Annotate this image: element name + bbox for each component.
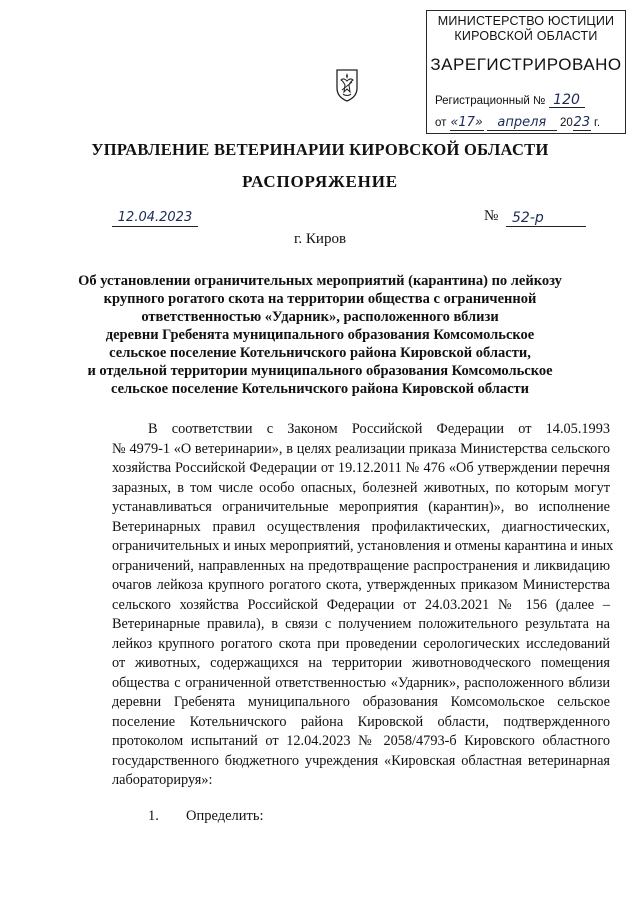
- stamp-ministry: [427, 14, 625, 44]
- body-line: устанавливаться ограничительные мероприятия (карантин)», во исполнение: [112, 499, 610, 515]
- body-line: ограничительных и иных мероприятий, установления и отмены карантина и иных: [112, 538, 614, 554]
- subject-line: сельское поселение Котельничского района Кировской области: [110, 381, 530, 397]
- subject-line: и отдельной территории муниципального образования Комсомольское: [87, 363, 553, 379]
- body-line: ограничений, направленных на предотвращение распространения и ликвидацию: [112, 557, 610, 574]
- document-number: 52-р: [506, 210, 586, 227]
- document-city: г. Киров: [293, 231, 347, 247]
- body-line: лейкоз крупного рогатого скота при проведении серологических исследований: [112, 635, 610, 652]
- body-line: государственного бюджетного учреждения «Кировская областная ветеринарная: [112, 752, 610, 769]
- body-line: лабораторируя»:: [112, 772, 213, 788]
- number-label: №: [484, 208, 499, 224]
- list-item-number: 1.: [148, 808, 159, 824]
- stamp-ministry-line1: МИНИСТЕРСТВО ЮСТИЦИИ: [437, 14, 615, 28]
- stamp-date-day: «17»: [450, 115, 483, 130]
- body-line: протоколом испытаний от 12.04.2023 № 2058/4793-б Кировского областного: [112, 733, 610, 749]
- document-date: 12.04.2023: [112, 210, 198, 227]
- body-line: деревни Гребенята муниципального образования Комсомольское сельское: [112, 694, 610, 710]
- body-paragraph: [112, 420, 614, 791]
- subject-line: крупного рогатого скота на территории общества с ограниченной: [103, 291, 537, 307]
- body-line: хозяйства Российской Федерации от 19.12.2011 № 476 «Об утверждении перечня: [112, 460, 610, 476]
- body-line: сельского хозяйства Российской Федерации от 24.03.2021 № 156 (далее –: [112, 596, 610, 613]
- stamp-date-year-suffix: 23: [573, 115, 591, 130]
- stamp-ministry-line2: КИРОВСКОЙ ОБЛАСТИ: [454, 29, 598, 43]
- body-line: общества с ограниченной ответственностью «Ударник», расположенного вблизи: [112, 674, 610, 691]
- stamp-date-month: апреля: [487, 115, 557, 131]
- stamp-reg-label: Регистрационный №: [435, 95, 546, 107]
- body-line: Ветеринарных правил осуществления профилактических, диагностических,: [112, 518, 610, 535]
- stamp-date-prefix: от: [435, 117, 447, 129]
- stamp-date-suffix: г.: [594, 117, 601, 129]
- stamp-status: ЗАРЕГИСТРИРОВАНО: [430, 55, 622, 74]
- subject-line: Об установлении ограничительных мероприятий (карантина) по лейкозу: [78, 273, 562, 289]
- coat-of-arms-icon: [334, 68, 360, 102]
- stamp-reg-number: 120: [549, 93, 585, 108]
- stamp-date-line: [435, 115, 600, 131]
- registration-stamp: [426, 10, 626, 134]
- list-item: [148, 808, 264, 825]
- body-line: № 4979-1 «О ветеринарии», в целях реализации приказа Министерства сельского: [112, 440, 610, 457]
- body-line: поселение Котельничского района Кировской области, подтвержденного: [112, 713, 610, 730]
- subject-line: сельское поселение Котельничского района Кировской области,: [109, 345, 531, 361]
- document-type: РАСПОРЯЖЕНИЕ: [242, 172, 398, 191]
- list-item-text: Определить:: [186, 808, 264, 824]
- organization-title: УПРАВЛЕНИЕ ВЕТЕРИНАРИИ КИРОВСКОЙ ОБЛАСТИ: [91, 140, 549, 159]
- stamp-registration-line: [435, 93, 585, 108]
- document-subject: [50, 272, 590, 398]
- body-line: заразных, в том числе особо опасных, болезней животных, по которым могут: [112, 479, 610, 496]
- subject-line: ответственностью «Ударник», расположенного вблизи: [141, 309, 499, 325]
- body-line: от животных, содержащихся на территории животноводческого помещения: [112, 655, 610, 671]
- subject-line: деревни Гребенята муниципального образования Комсомольское: [105, 327, 535, 343]
- stamp-date-year-prefix: 20: [560, 117, 573, 129]
- body-line: очагов лейкоза крупного рогатого скота, утвержденных приказом Министерства: [112, 577, 610, 593]
- body-line: Ветеринарные правила), в связи с получением положительного результата на: [112, 616, 610, 632]
- body-line: В соответствии с Законом Российской Федерации от 14.05.1993: [148, 421, 610, 437]
